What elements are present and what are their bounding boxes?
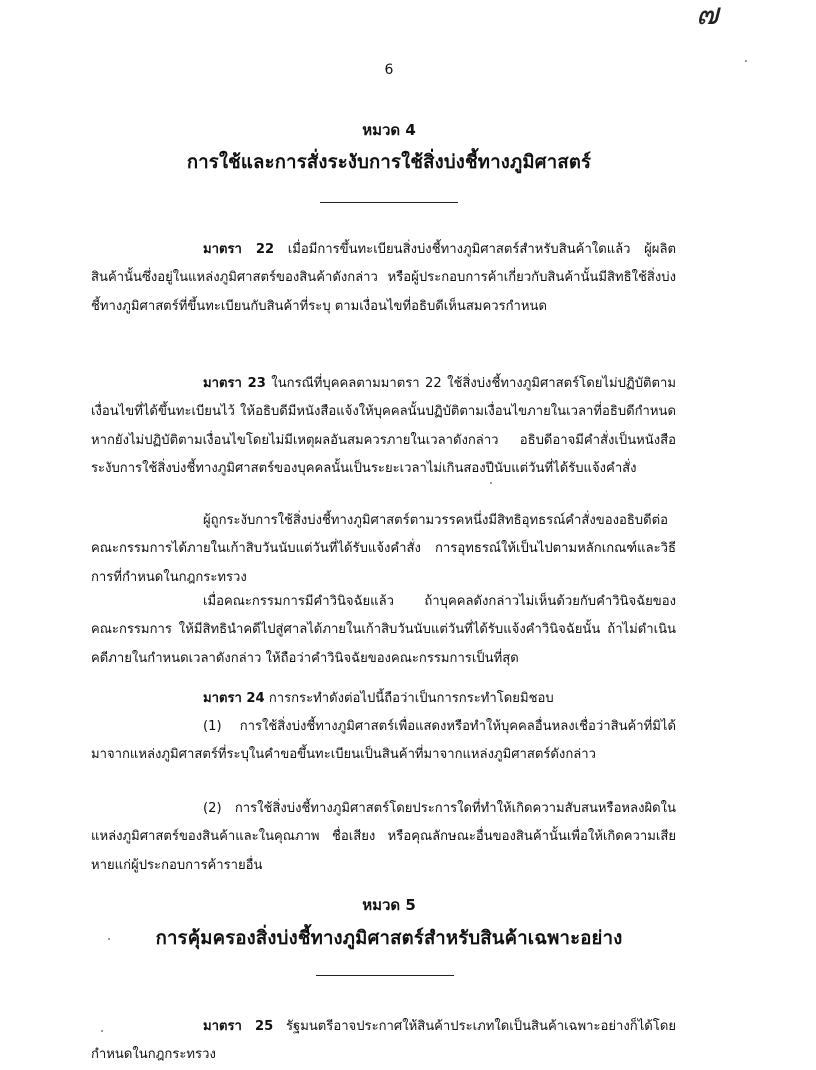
section-22-paragraph: [91, 236, 676, 321]
section-24-paragraph: [91, 685, 676, 713]
section-24-text: การกระทำดังต่อไปนี้ถือว่าเป็นการกระทำโดยมิชอบ: [264, 691, 554, 706]
section-23-label: มาตรา 23: [203, 376, 266, 391]
section-23-paragraph: [91, 370, 676, 484]
section-24-label: มาตรา 24: [203, 691, 265, 706]
page-number: 6: [384, 62, 394, 78]
scan-speck: [745, 60, 747, 62]
handwritten-page-mark: ๗: [696, 0, 719, 32]
section-22-label: มาตรา 22: [203, 242, 275, 257]
section-25-label: มาตรา 25: [203, 1019, 274, 1034]
section-24-item-2: (2) การใช้สิ่งบ่งชี้ทางภูมิศาสตร์โดยประการใดที่ทำให้เกิดความสับสนหรือหลงผิดในแหล่งภูมิศาสตร์ของสินค้าและในคุณภาพ ชื่อเสียง หรือคุณลักษณะอื่นของสินค้านั้นเพื่อให้เกิดความเสียหายแก่ผู้ประกอบการค้ารายอื่น: [91, 801, 676, 873]
section-23-appeal-paragraph: ผู้ถูกระงับการใช้สิ่งบ่งชี้ทางภูมิศาสตร์ตามวรรคหนึ่งมีสิทธิอุทธรณ์คำสั่งของอธิบดีต่อคณะกรรมการได้ภายในเก้าสิบวันนับแต่วันที่ได้รับแจ้งคำสั่ง การอุทธรณ์ให้เป็นไปตามหลักเกณฑ์และวิธีการที่กำหนดในกฎกระทรวง: [91, 513, 676, 585]
scan-speck: [108, 938, 110, 940]
chapter-4-divider: [320, 202, 458, 203]
chapter-4-heading: หมวด 4: [362, 121, 416, 139]
chapter-5-divider: [316, 975, 454, 976]
section-25-paragraph: [91, 1013, 676, 1070]
chapter-4-title: การใช้และการสั่งระงับการใช้สิ่งบ่งชี้ทางภูมิศาสตร์: [186, 152, 592, 173]
section-25-text: รัฐมนตรีอาจประกาศให้สินค้าประเภทใดเป็นสินค้าเฉพาะอย่างก็ได้โดยกำหนดในกฎกระทรวง: [91, 1019, 676, 1063]
chapter-5-title: การคุ้มครองสิ่งบ่งชี้ทางภูมิศาสตร์สำหรับสินค้าเฉพาะอย่าง: [155, 928, 623, 949]
scan-speck: [490, 482, 492, 484]
section-23-text: ในกรณีที่บุคคลตามมาตรา 22 ใช้สิ่งบ่งชี้ทางภูมิศาสตร์โดยไม่ปฏิบัติตามเงื่อนไขที่ได้ขึ้นทะเบียนไว้ ให้อธิบดีมีหนังสือแจ้งให้บุคคลนั้นปฏิบัติตามเงื่อนไขภายในเวลาที่อธิบดีกำหนด หากยังไม่ปฏิบัติตามเงื่อนไขโดยไม่มีเหตุผลอันสมควรภายในเวลาดังกล่าว อธิบดีอาจมีคำสั่งเป็นหนังสือระงับการใช้สิ่งบ่งชี้ทางภูมิศาสตร์ของบุคคลนั้นเป็นระยะเวลาไม่เกินสองปีนับแต่วันที่ได้รับแจ้งคำสั่ง: [91, 376, 676, 477]
section-22-text: เมื่อมีการขึ้นทะเบียนสิ่งบ่งชี้ทางภูมิศาสตร์สำหรับสินค้าใดแล้ว ผู้ผลิตสินค้านั้นซึ่งอยู่ในแหล่งภูมิศาสตร์ของสินค้าดังกล่าว หรือผู้ประกอบการค้าเกี่ยวกับสินค้านั้นมีสิทธิใช้สิ่งบ่งชี้ทางภูมิศาสตร์ที่ขึ้นทะเบียนกับสินค้าที่ระบุ ตามเงื่อนไขที่อธิบดีเห็นสมควรกำหนด: [91, 242, 676, 314]
scan-speck: [101, 1030, 103, 1032]
chapter-5-heading: หมวด 5: [362, 896, 416, 914]
section-24-item-1: (1) การใช้สิ่งบ่งชี้ทางภูมิศาสตร์เพื่อแสดงหรือทำให้บุคคลอื่นหลงเชื่อว่าสินค้าที่มิได้มาจากแหล่งภูมิศาสตร์ที่ระบุในคำขอขึ้นทะเบียนเป็นสินค้าที่มาจากแหล่งภูมิศาสตร์ดังกล่าว: [91, 719, 676, 763]
section-23-court-paragraph: เมื่อคณะกรรมการมีคำวินิจฉัยแล้ว ถ้าบุคคลดังกล่าวไม่เห็นด้วยกับคำวินิจฉัยของคณะกรรมการ ให้มีสิทธินำคดีไปสู่ศาลได้ภายในเก้าสิบวันนับแต่วันที่ได้รับแจ้งคำวินิจฉัยนั้น ถ้าไม่ดำเนินคดีภายในกำหนดเวลาดังกล่าว ให้ถือว่าคำวินิจฉัยของคณะกรรมการเป็นที่สุด: [91, 594, 676, 666]
